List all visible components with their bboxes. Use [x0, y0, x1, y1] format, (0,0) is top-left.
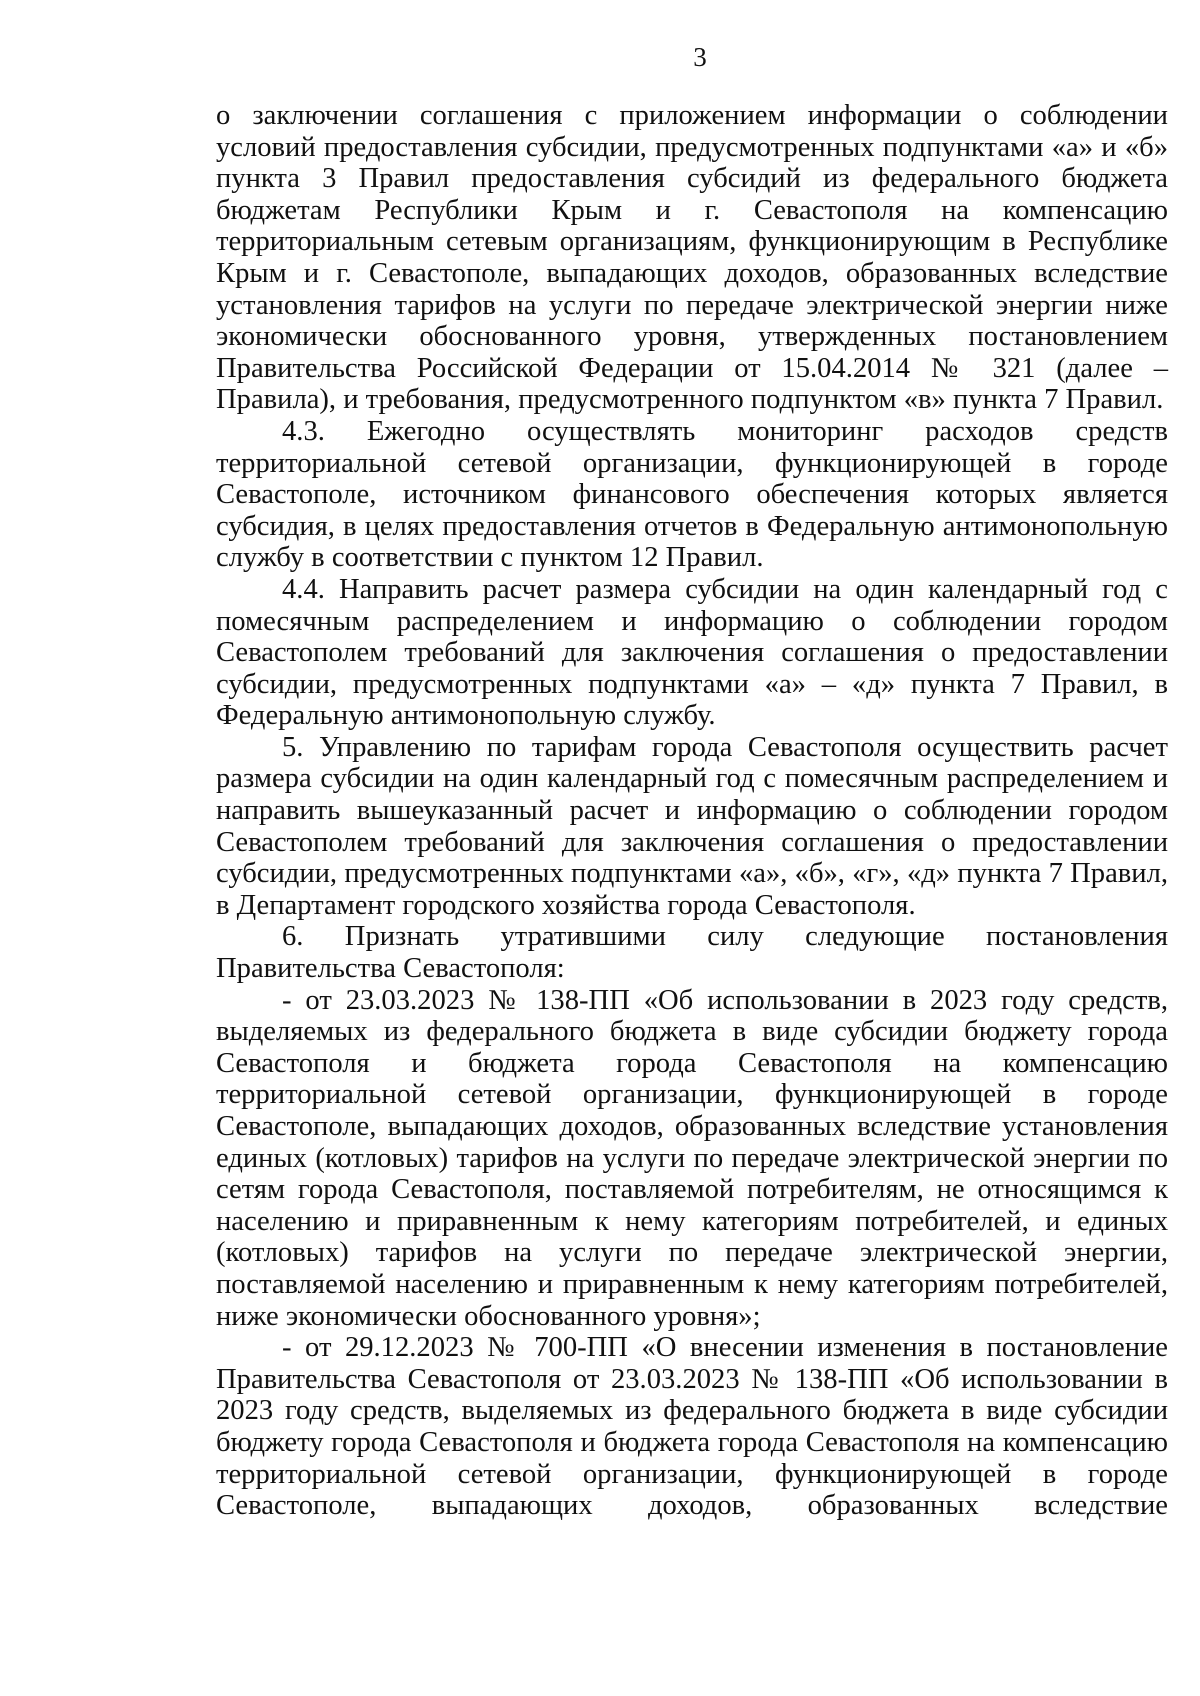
paragraph-5: 5. Управлению по тарифам города Севастополя осуществить расчет размера субсидии на один календарный год с помесячным распределением и направить вышеуказанный расчет и информацию о соблюдении городом Севастополем требований для заключения соглашения о предоставлении субсидии, предусмотренных подпунктами «а», «б», «г», «д» пункта 7 Правил, в Департамент городского хозяйства города Севастополя.: [216, 731, 1168, 921]
list-item-138-pp: - от 23.03.2023 № 138-ПП «Об использовании в 2023 году средств, выделяемых из федерального бюджета в виде субсидии бюджету города Севастополя и бюджета города Севастополя на компенсацию территориальной сетевой организации, функционирующей в городе Севастополе, выпадающих доходов, образованных вследствие установления единых (котловых) тарифов на услуги по передаче электрической энергии по сетям города Севастополя, поставляемой потребителям, не относящимся к населению и приравненным к нему категориям потребителей, и единых (котловых) тарифов на услуги по передаче электрической энергии, поставляемой населению и приравненным к нему категориям потребителей, ниже экономически обоснованного уровня»;: [216, 984, 1168, 1332]
document-body: [216, 100, 1168, 1522]
paragraph-4-3: 4.3. Ежегодно осуществлять мониторинг расходов средств территориальной сетевой организации, функционирующей в городе Севастополе, источником финансового обеспечения которых является субсидия, в целях предоставления отчетов в Федеральную антимонопольную службу в соответствии с пунктом 12 Правил.: [216, 415, 1168, 574]
list-item-700-pp: - от 29.12.2023 № 700-ПП «О внесении изменения в постановление Правительства Севастополя от 23.03.2023 № 138-ПП «Об использовании в 2023 году средств, выделяемых из федерального бюджета в виде субсидии бюджету города Севастополя и бюджета города Севастополя на компенсацию территориальной сетевой организации, функционирующей в городе Севастополе, выпадающих доходов, образованных вследствие: [216, 1332, 1168, 1522]
page-number: 3: [693, 42, 707, 72]
paragraph-4-4: 4.4. Направить расчет размера субсидии на один календарный год с помесячным распределением и информацию о соблюдении городом Севастополем требований для заключения соглашения о предоставлении субсидии, предусмотренных подпунктами «а» – «д» пункта 7 Правил, в Федеральную антимонопольную службу.: [216, 573, 1168, 732]
paragraph-continuation: о заключении соглашения с приложением информации о соблюдении условий предоставления субсидии, предусмотренных подпунктами «а» и «б» пункта 3 Правил предоставления субсидий из федерального бюджета бюджетам Республики Крым и г. Севастополя на компенсацию территориальным сетевым организациям, функционирующим в Республике Крым и г. Севастополе, выпадающих доходов, образованных вследствие установления тарифов на услуги по передаче электрической энергии ниже экономически обоснованного уровня, утвержденных постановлением Правительства Российской Федерации от 15.04.2014 № 321 (далее – Правила), и требования, предусмотренного подпунктом «в» пункта 7 Правил.: [216, 100, 1168, 416]
paragraph-6: 6. Признать утратившими силу следующие постановления Правительства Севастополя:: [216, 921, 1168, 985]
